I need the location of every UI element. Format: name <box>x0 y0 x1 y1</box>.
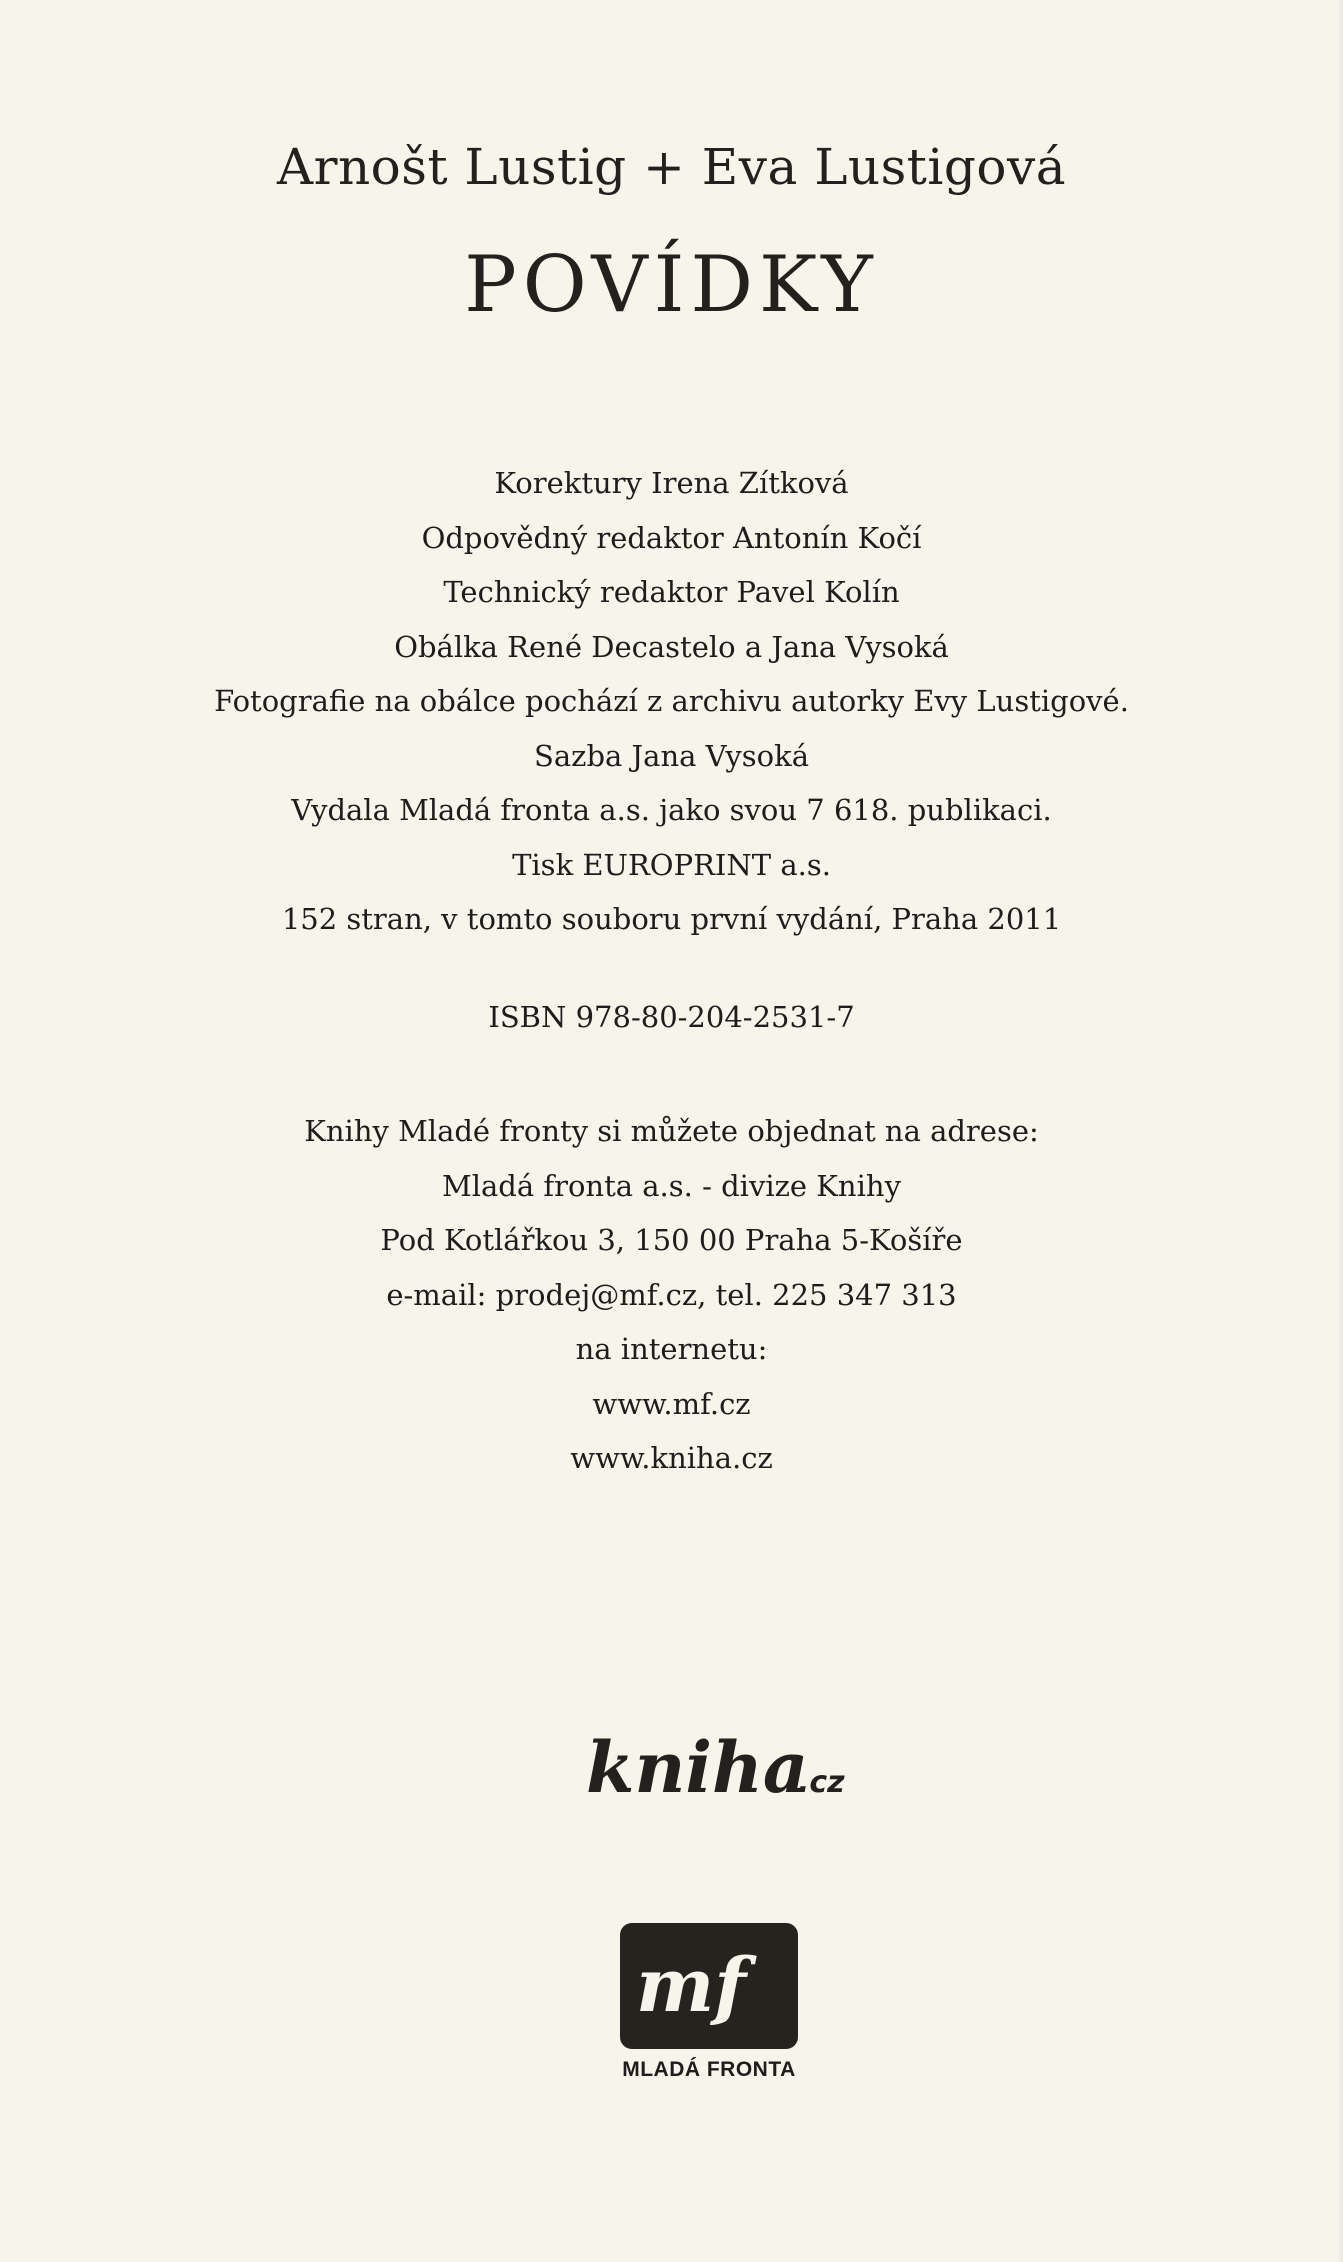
mf-logo-mark: mf <box>636 1943 747 2029</box>
credit-line-edition: 152 stran, v tomto souboru první vydání, Praha 2011 <box>281 902 1062 936</box>
authors-line: Arnošt Lustig + Eva Lustigová <box>276 138 1067 196</box>
order-line-internet: na internetu: <box>575 1332 768 1366</box>
credit-line-photo: Fotografie na obálce pochází z archivu autorky Evy Lustigové. <box>214 684 1129 718</box>
book-title: POVÍDKY <box>464 240 879 330</box>
credit-line-proofreading: Korektury Irena Zítková <box>494 466 849 500</box>
credits-block <box>0 456 1343 947</box>
mlada-fronta-logo <box>620 1923 798 2049</box>
credit-line-technical-editor: Technický redaktor Pavel Kolín <box>443 575 900 609</box>
isbn-line: ISBN 978-80-204-2531-7 <box>488 1000 855 1034</box>
credit-line-editor: Odpovědný redaktor Antonín Kočí <box>421 520 922 555</box>
credit-line-typesetting: Sazba Jana Vysoká <box>534 738 809 773</box>
kniha-cz-logo <box>586 1730 856 1810</box>
order-line-address: Pod Kotlářkou 3, 150 00 Praha 5-Košíře <box>380 1223 963 1257</box>
kniha-logo-text: kniha <box>586 1730 809 1809</box>
kniha-logo-suffix: .cz <box>798 1765 845 1800</box>
credit-line-cover: Obálka René Decastelo a Jana Vysoká <box>394 629 949 664</box>
order-line-intro: Knihy Mladé fronty si můžete objednat na adrese: <box>304 1114 1039 1148</box>
order-link-mf: www.mf.cz <box>592 1386 751 1421</box>
order-link-kniha: www.kniha.cz <box>570 1441 773 1475</box>
credit-line-publisher: Vydala Mladá fronta a.s. jako svou 7 618. publikaci. <box>291 793 1052 827</box>
credit-line-print: Tisk EUROPRINT a.s. <box>512 847 831 882</box>
mlada-fronta-label: MLADÁ FRONTA <box>622 2058 796 2081</box>
order-info-block <box>0 1104 1343 1486</box>
order-line-company: Mladá fronta a.s. - divize Knihy <box>442 1168 901 1203</box>
order-line-contact: e-mail: prodej@mf.cz, tel. 225 347 313 <box>386 1277 957 1312</box>
